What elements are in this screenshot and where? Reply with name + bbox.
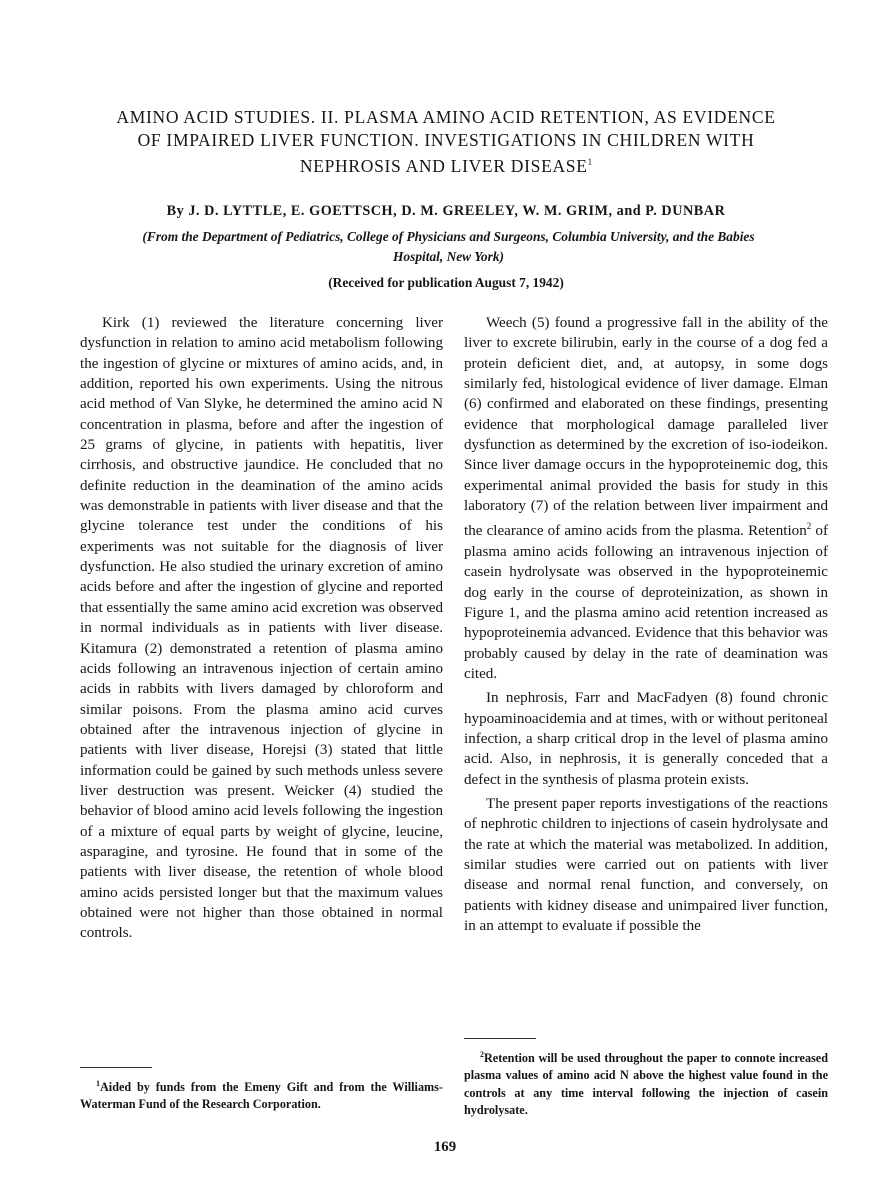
footnote-2 [464,1046,828,1119]
retention-footnote-marker: 2 [806,521,812,532]
right-paragraph-1b: of plasma amino acids following an intravenous injection of casein hydrolysate was observed in the hypoproteinemic dog early in the course of deproteinization, as shown in Figure 1, and the plasma amino acid retention increased as hypoproteinemia advanced. Evidence that this behavior was probably caused by delay in the rate of deamination was cited. [464,523,828,682]
footnote-2-marker: 2 [480,1050,484,1059]
left-column [80,313,443,944]
footnote-1-text: Aided by funds from the Emeny Gift and from the Williams-Waterman Fund of the Research Corporation. [80,1080,443,1112]
article-title-text: AMINO ACID STUDIES. II. PLASMA AMINO ACID RETENTION, AS EVIDENCE OF IMPAIRED LIVER FUNCTION. INVESTIGATIONS IN CHILDREN WITH NEPHROSIS AND LIVER DISEASE [116,107,776,176]
right-paragraph-2: In nephrosis, Farr and MacFadyen (8) found chronic hypoaminoacidemia and at times, with or without peritoneal infection, a sharp critical drop in the level of plasma amino acid. Also, in nephrosis, it is generally conceded that a defect in the synthesis of plasma protein exists. [464,690,828,788]
left-paragraph-1: Kirk (1) reviewed the literature concerning liver dysfunction in relation to amino acid metabolism following the ingestion of glycine or mixtures of amino acids, and, in addition, reported his own experiments. Using the nitrous acid method of Van Slyke, he determined the amino acid N concentration in plasma, before and after the ingestion of 25 grams of glycine, in patients with hepatitis, liver cirrhosis, and obstructive jaundice. He concluded that no definite reduction in the deamination of the amino acids was demonstrable in patients with liver disease and that the glycine tolerance test under the conditions of his experiments was not suitable for the diagnosis of liver dysfunction. He also studied the urinary excretion of amino acids before and after the ingestion of glycine and reported that essentially the same amino acid excretion was observed in normal individuals as in patients with liver disease. Kitamura (2) demonstrated a retention of plasma amino acids following an intravenous injection of certain amino acids in rabbits with livers damaged by chloroform and similar poisons. From the plasma amino acid curves obtained after the intravenous injection of glycine in patients with liver disease, Horejsi (3) stated that little information could be gained by such methods unless severe liver destruction was present. Weicker (4) studied the behavior of blood amino acid levels following the ingestion of a mixture of equal parts by weight of glycine, leucine, asparagine, and tyrosine. He found that in some of the patients with liver disease, the retention of whole blood amino acids persisted longer but that the maximum values obtained were not higher than those obtained in normal controls. [80,315,443,942]
footnote-2-text: Retention will be used throughout the paper to connote increased plasma values of amino acid N above the highest value found in the controls at any time interval following the injection of casein hydrolysate. [464,1051,828,1117]
right-column [464,313,828,936]
retention-word: Retention [748,523,807,540]
affiliation: (From the Department of Pediatrics, College of Physicians and Surgeons, Columbia University, and the Babies Hospital, New York) [142,229,755,264]
page-number: 169 [433,1139,457,1155]
right-paragraph-1a: Weech (5) found a progressive fall in the ability of the liver to excrete bilirubin, early in the course of a dog fed a protein deficient diet, and, at autopsy, in some dogs similarly fed, histological evidence of liver damage. Elman (6) confirmed and elaborated on these findings, presenting evidence that morphological damage paralleled liver dysfunction as determined by the excretion of iso-iodeikon. Since liver damage occurs in the hypoproteinemic dog, this experimental animal provided the basis for study in this laboratory (7) of the relation between liver impairment and the clearance of amino acids from the plasma. [464,315,828,540]
footnote-divider-right [464,1038,536,1039]
title-footnote-marker: 1 [587,157,593,167]
footnote-1 [80,1075,443,1114]
author-line: By J. D. LYTTLE, E. GOETTSCH, D. M. GREELEY, W. M. GRIM, and P. DUNBAR [166,203,726,219]
footnote-1-marker: 1 [96,1079,100,1088]
footnote-divider-left [80,1067,152,1068]
article-title [110,106,782,177]
right-paragraph-3: The present paper reports investigations of the reactions of nephrotic children to injections of casein hydrolysate and the rate at which the material was metabolized. In addition, similar studies were carried out on patients with liver disease and normal renal function, and conversely, on patients with kidney disease and unimpaired liver function, in an attempt to evaluate if possible the [464,795,828,934]
right-paragraph-1 [464,313,828,684]
received-date: (Received for publication August 7, 1942) [328,275,564,290]
